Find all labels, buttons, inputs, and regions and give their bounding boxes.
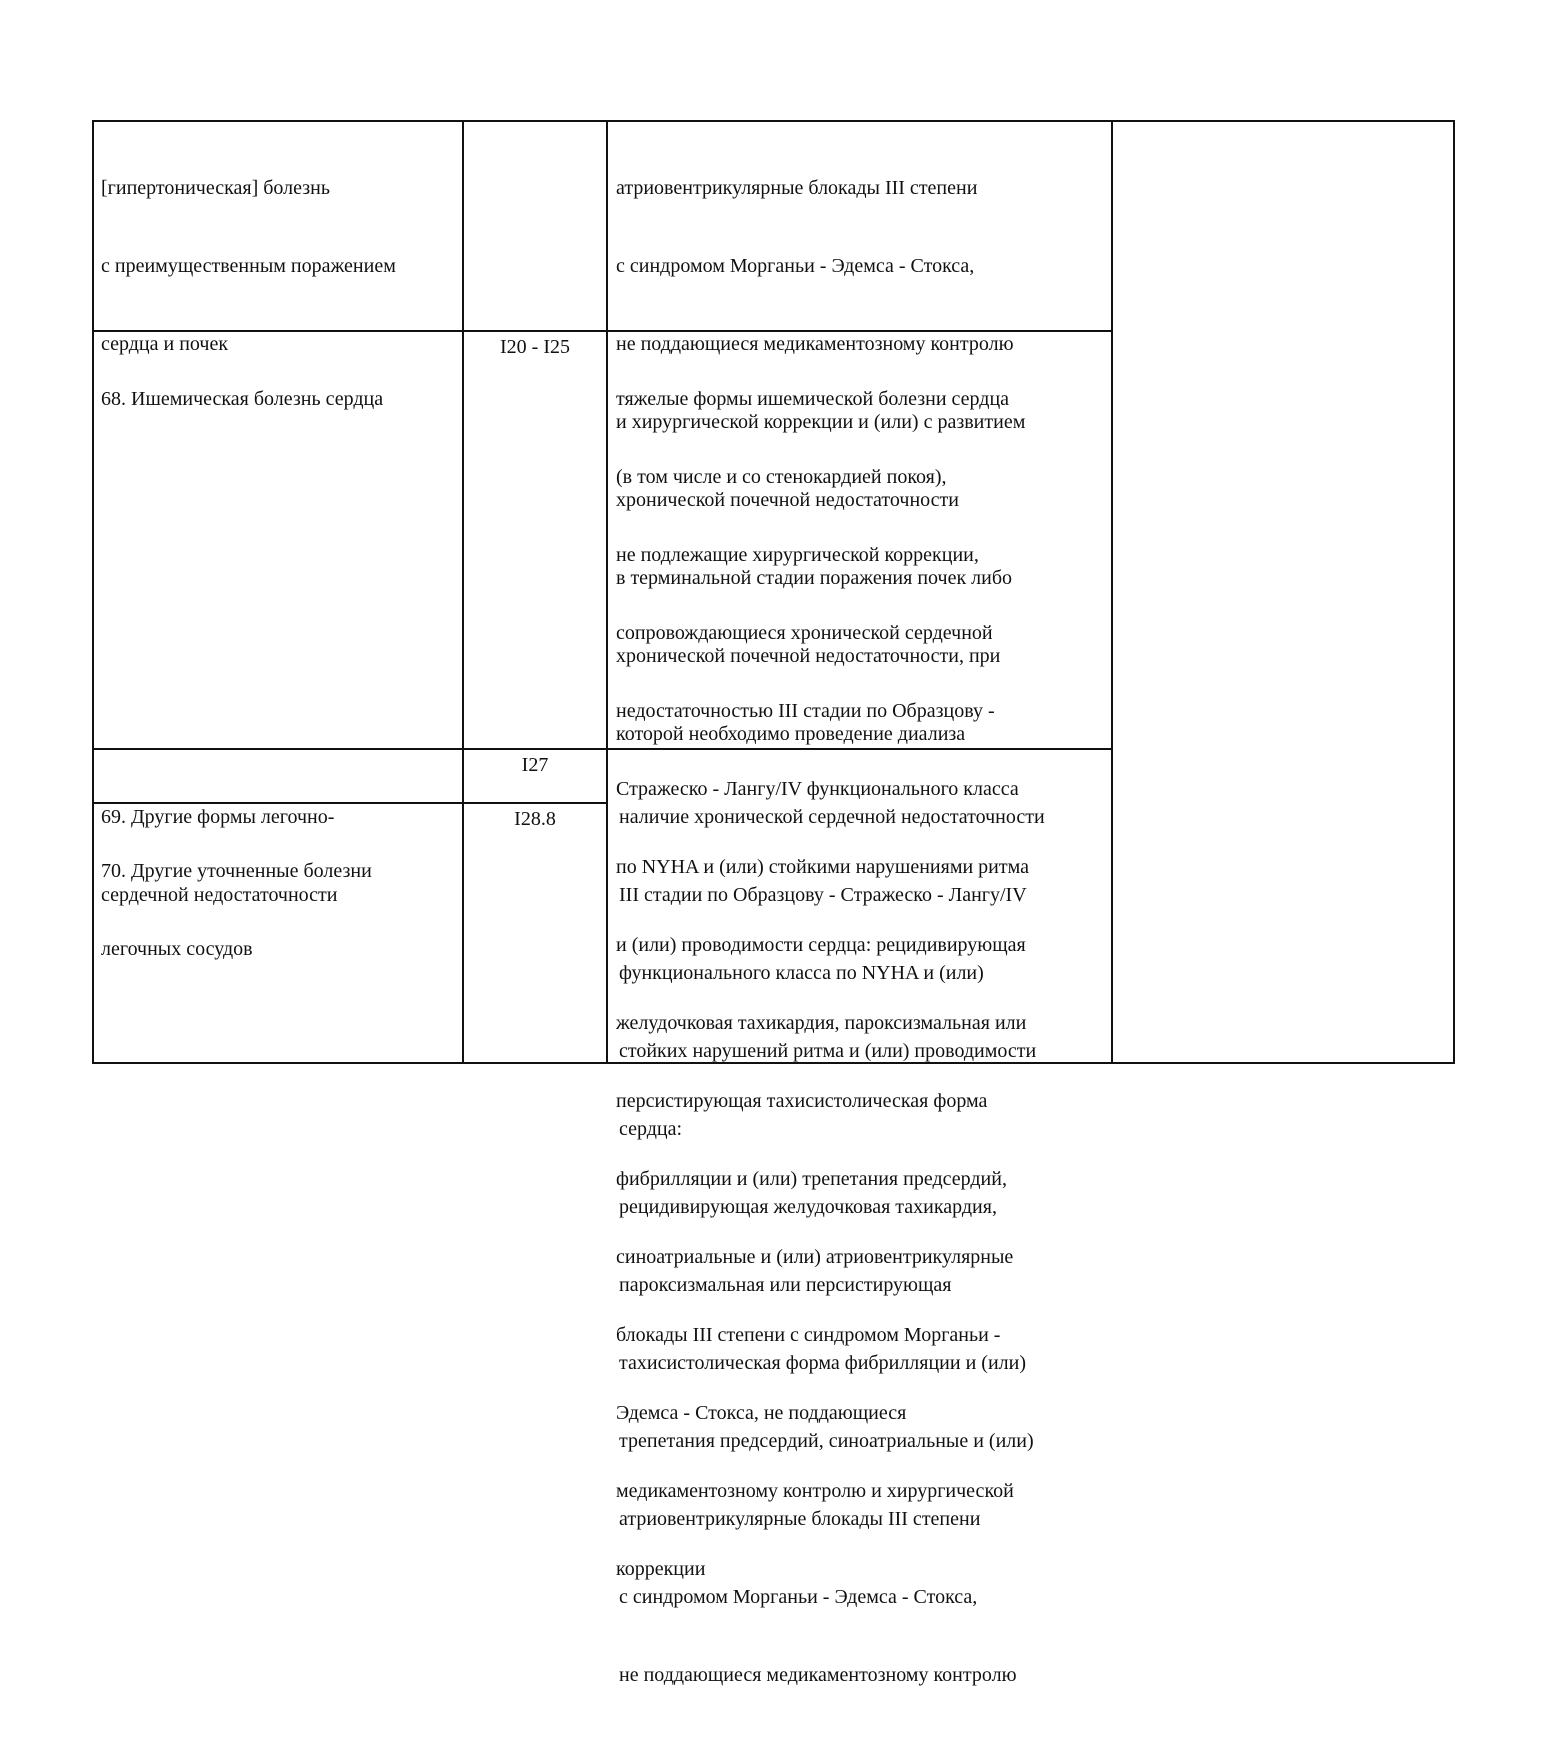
- table-border-left: [92, 120, 94, 1064]
- conditions-line: хронической почечной недостаточности: [616, 489, 959, 511]
- conditions-line: синоатриальные и (или) атриовентрикулярные: [616, 1246, 1014, 1268]
- conditions-line: трепетания предсердий, синоатриальные и (или): [619, 1430, 1034, 1452]
- disease-name-line: 70. Другие уточненные болезни: [101, 860, 372, 882]
- disease-name-line: с преимущественным поражением: [101, 255, 396, 277]
- conditions-line: не поддающиеся медикаментозному контролю: [619, 1664, 1017, 1686]
- icd-code-cell: I28.8: [514, 808, 556, 830]
- disease-name-cell: [101, 334, 383, 464]
- icd-code-cell: I20 - I25: [500, 336, 570, 358]
- conditions-line: пароксизмальная или персистирующая: [619, 1274, 952, 1296]
- table-border-top: [92, 120, 1455, 122]
- column-divider-3: [1111, 120, 1113, 1064]
- icd-code-cell: I27: [521, 754, 549, 776]
- conditions-line: хронической почечной недостаточности, при: [616, 645, 1001, 667]
- disease-name-line: 69. Другие формы легочно-: [101, 806, 335, 828]
- conditions-line: тахисистолическая форма фибрилляции и (или): [619, 1352, 1026, 1374]
- conditions-line: III стадии по Образцову - Стражеско - Лангу/IV: [619, 884, 1027, 906]
- table-border-right: [1453, 120, 1455, 1064]
- conditions-line: и хирургической коррекции и (или) с развитием: [616, 411, 1026, 433]
- conditions-line: не подлежащие хирургической коррекции,: [616, 544, 979, 566]
- conditions-line: сердца:: [619, 1118, 683, 1140]
- conditions-line: персистирующая тахисистолическая форма: [616, 1090, 988, 1112]
- disease-name-line: 68. Ишемическая болезнь сердца: [101, 388, 384, 410]
- conditions-line: желудочковая тахикардия, пароксизмальная или: [616, 1012, 1027, 1034]
- conditions-line: функционального класса по NYHA и (или): [619, 962, 984, 984]
- column-divider-1: [462, 120, 464, 1064]
- conditions-line: Эдемса - Стокса, не поддающиеся: [616, 1402, 907, 1424]
- conditions-line: по NYHA и (или) стойкими нарушениями ритма: [616, 856, 1030, 878]
- conditions-line: с синдромом Морганьи - Эдемса - Стокса,: [619, 1586, 978, 1608]
- disease-name-line: сердечной недостаточности: [101, 884, 338, 906]
- conditions-line: медикаментозному контролю и хирургической: [616, 1480, 1014, 1502]
- disease-name-cell: [101, 806, 372, 1014]
- conditions-line: и (или) проводимости сердца: рецидивирующая: [616, 934, 1026, 956]
- conditions-line: (в том числе и со стенокардией покоя),: [616, 466, 947, 488]
- conditions-line: атриовентрикулярные блокады III степени: [619, 1508, 981, 1530]
- shared-conditions-cell: [619, 752, 1045, 1740]
- conditions-line: рецидивирующая желудочковая тахикардия,: [619, 1196, 997, 1218]
- conditions-line: с синдромом Морганьи - Эдемса - Стокса,: [616, 255, 975, 277]
- disease-name-line: сердца и почек: [101, 333, 229, 355]
- disease-name-line: легочных сосудов: [101, 938, 253, 960]
- conditions-line: наличие хронической сердечной недостаточности: [619, 806, 1045, 828]
- conditions-line: которой необходимо проведение диализа: [616, 723, 966, 745]
- conditions-line: коррекции: [616, 1558, 706, 1580]
- conditions-line: в терминальной стадии поражения почек либо: [616, 567, 1013, 589]
- conditions-line: атриовентрикулярные блокады III степени: [616, 177, 978, 199]
- conditions-line: Стражеско - Лангу/IV функционального класса: [616, 778, 1019, 800]
- conditions-line: тяжелые формы ишемической болезни сердца: [616, 388, 1010, 410]
- conditions-line: сопровождающиеся хронической сердечной: [616, 622, 993, 644]
- column-divider-2: [606, 120, 608, 1064]
- conditions-line: не поддающиеся медикаментозному контролю: [616, 333, 1014, 355]
- conditions-line: недостаточностью III стадии по Образцову -: [616, 700, 995, 722]
- conditions-line: блокады III степени с синдромом Морганьи -: [616, 1324, 1001, 1346]
- disease-name-line: [гипертоническая] болезнь: [101, 177, 330, 199]
- conditions-line: стойких нарушений ритма и (или) проводимости: [619, 1040, 1037, 1062]
- conditions-line: фибрилляции и (или) трепетания предсердий,: [616, 1168, 1007, 1190]
